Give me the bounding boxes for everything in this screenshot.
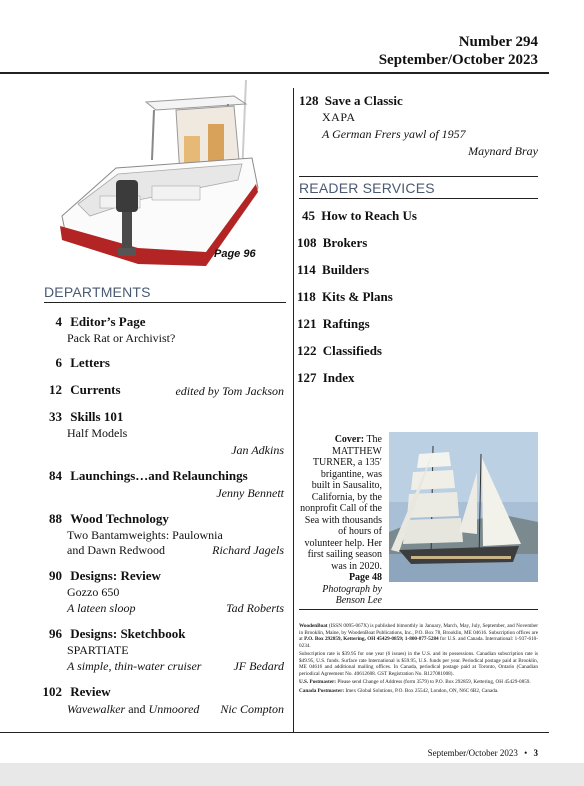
toc-page: 12	[49, 382, 62, 397]
header-rule	[0, 72, 549, 74]
page-bottom-margin	[0, 763, 584, 786]
toc-author: Maynard Bray	[468, 144, 538, 158]
reader-services-top-rule	[299, 176, 538, 177]
toc-subtitle: Wavewalker and Unmoored	[67, 702, 200, 716]
toc-page: 33	[49, 409, 62, 424]
toc-page: 45	[302, 208, 315, 223]
toc-subtitle: A German Frers yawl of 1957	[322, 127, 466, 141]
toc-title: Wood Technology	[70, 511, 169, 526]
toc-entry[interactable]	[40, 355, 110, 371]
legal-rule	[299, 609, 538, 610]
departments-heading: DEPARTMENTS	[44, 284, 151, 300]
toc-page: 4	[55, 314, 62, 329]
toc-entry[interactable]	[40, 409, 123, 425]
toc-subtitle: Gozzo 650	[67, 585, 120, 599]
toc-author: Jenny Bennett	[216, 486, 284, 500]
toc-title: Index	[322, 370, 355, 385]
toc-entry[interactable]	[297, 316, 370, 332]
bottom-rule	[0, 732, 549, 733]
toc-entry[interactable]	[40, 511, 169, 527]
footer-bullet: •	[524, 748, 528, 758]
toc-page: 121	[297, 316, 317, 331]
toc-page: 96	[49, 626, 62, 641]
toc-entry[interactable]	[40, 684, 111, 700]
toc-entry[interactable]	[297, 343, 382, 359]
toc-title: Save a Classic	[324, 93, 403, 108]
toc-title: Raftings	[322, 316, 370, 331]
toc-page: 128	[299, 93, 319, 108]
issue-date: September/October 2023	[378, 52, 538, 68]
toc-page: 122	[297, 343, 317, 358]
toc-title: Editor’s Page	[70, 314, 146, 329]
toc-author: JF Bedard	[233, 659, 284, 673]
toc-subtitle: Half Models	[67, 426, 128, 440]
toc-subtitle: SPARTIATE	[67, 643, 129, 657]
toc-subtitle: A lateen sloop	[67, 601, 136, 615]
departments-heading-rule	[44, 302, 286, 303]
cover-page-ref: Page 48	[348, 572, 382, 583]
toc-title: Skills 101	[70, 409, 124, 424]
toc-entry[interactable]	[297, 370, 355, 386]
boat-image-caption: Page 96	[214, 248, 256, 260]
toc-entry[interactable]	[297, 262, 369, 278]
reader-services-heading-rule	[299, 198, 538, 199]
toc-title: How to Reach Us	[321, 208, 417, 223]
toc-page: 108	[297, 235, 317, 250]
toc-credit: edited by Tom Jackson	[175, 384, 284, 398]
toc-title: Builders	[322, 262, 370, 277]
toc-entry[interactable]	[299, 93, 403, 109]
toc-page: 102	[42, 684, 62, 699]
footer-issue: September/October 2023	[427, 748, 518, 758]
toc-title: Launchings…and Relaunchings	[70, 468, 248, 483]
toc-entry[interactable]	[40, 382, 121, 398]
legal-notice: WoodenBoat (ISSN 0095-067X) is published bimonthly in January, March, May, July, September, and November in Brooklin, Maine, by WoodenBoat Publications, Inc., P.O. Box 78, Brooklin, ME 04616. Subscription offices are at P.O. Box 292859, Kettering, OH 45429-0859; 1-800-877-5284 for U.S. and Canada. International: 1-937-610-0234. Subscription rate is $39.95 for one year (6 issues) in the U.S. and its possessions. Canadian subscription rate is $49.95, U.S. funds. Surface rate International is $59.95, U.S. funds per year. Periodical postage paid at Brooklin, ME 04616 and additional mailing offices. In Canada, periodical postage paid at Toronto, Ontario (Canadian periodical Agreement No. 40612608. GST Registration No. R127081008). U.S. Postmaster: Please send Change of Address (form 3579) to P.O. Box 292859, Kettering, OH 45429-0859. Canada Postmaster: Imex Global Solutions, P.O. Box 25542, London, ON, N6C 6B2, Canada.	[299, 623, 538, 694]
toc-title: Brokers	[322, 235, 368, 250]
column-divider	[293, 88, 294, 733]
toc-page: 84	[49, 468, 62, 483]
toc-author: Jan Adkins	[231, 443, 284, 457]
toc-entry[interactable]	[40, 314, 145, 330]
toc-entry[interactable]	[297, 289, 393, 305]
issue-number: Number 294	[458, 34, 538, 50]
page-footer	[428, 748, 538, 758]
boat-illustration	[56, 76, 266, 266]
toc-page: 114	[297, 262, 316, 277]
cover-caption: Cover: The MATTHEW TURNER, a 135′ brigantine, was built in Sausalito, California, by the nonprofit Call of the Sea with thousands of hours of volunteer help. Her first sailing season was in 2020. Page 48 Photograph by Benson Lee	[300, 434, 382, 606]
cover-photo-ship[interactable]	[389, 432, 538, 582]
toc-entry[interactable]	[40, 568, 161, 584]
toc-entry[interactable]	[302, 208, 417, 224]
toc-entry[interactable]	[297, 235, 367, 251]
toc-subtitle: Two Bantamweights: Paulownia	[67, 528, 223, 542]
toc-subtitle: and Dawn Redwood	[67, 543, 165, 557]
toc-page: 88	[49, 511, 62, 526]
toc-subtitle: A simple, thin-water cruiser	[67, 659, 202, 673]
toc-entry[interactable]	[40, 626, 185, 642]
toc-title: Letters	[70, 355, 110, 370]
toc-title: Currents	[70, 382, 121, 397]
toc-page: 6	[55, 355, 62, 370]
reader-services-heading: READER SERVICES	[299, 180, 435, 196]
toc-author: Nic Compton	[220, 702, 284, 716]
toc-title: Classifieds	[322, 343, 382, 358]
toc-entry[interactable]	[40, 468, 248, 484]
toc-title: Review	[70, 684, 111, 699]
toc-author: Tad Roberts	[226, 601, 284, 615]
toc-page: 118	[297, 289, 316, 304]
toc-title: Kits & Plans	[322, 289, 393, 304]
toc-subtitle: Pack Rat or Archivist?	[67, 331, 176, 345]
toc-title: Designs: Review	[70, 568, 161, 583]
toc-page: 127	[297, 370, 317, 385]
toc-author: Richard Jagels	[212, 543, 284, 557]
page-number: 3	[533, 748, 538, 758]
toc-title: Designs: Sketchbook	[70, 626, 186, 641]
toc-page: 90	[49, 568, 62, 583]
toc-subtitle: XAPA	[322, 110, 356, 124]
